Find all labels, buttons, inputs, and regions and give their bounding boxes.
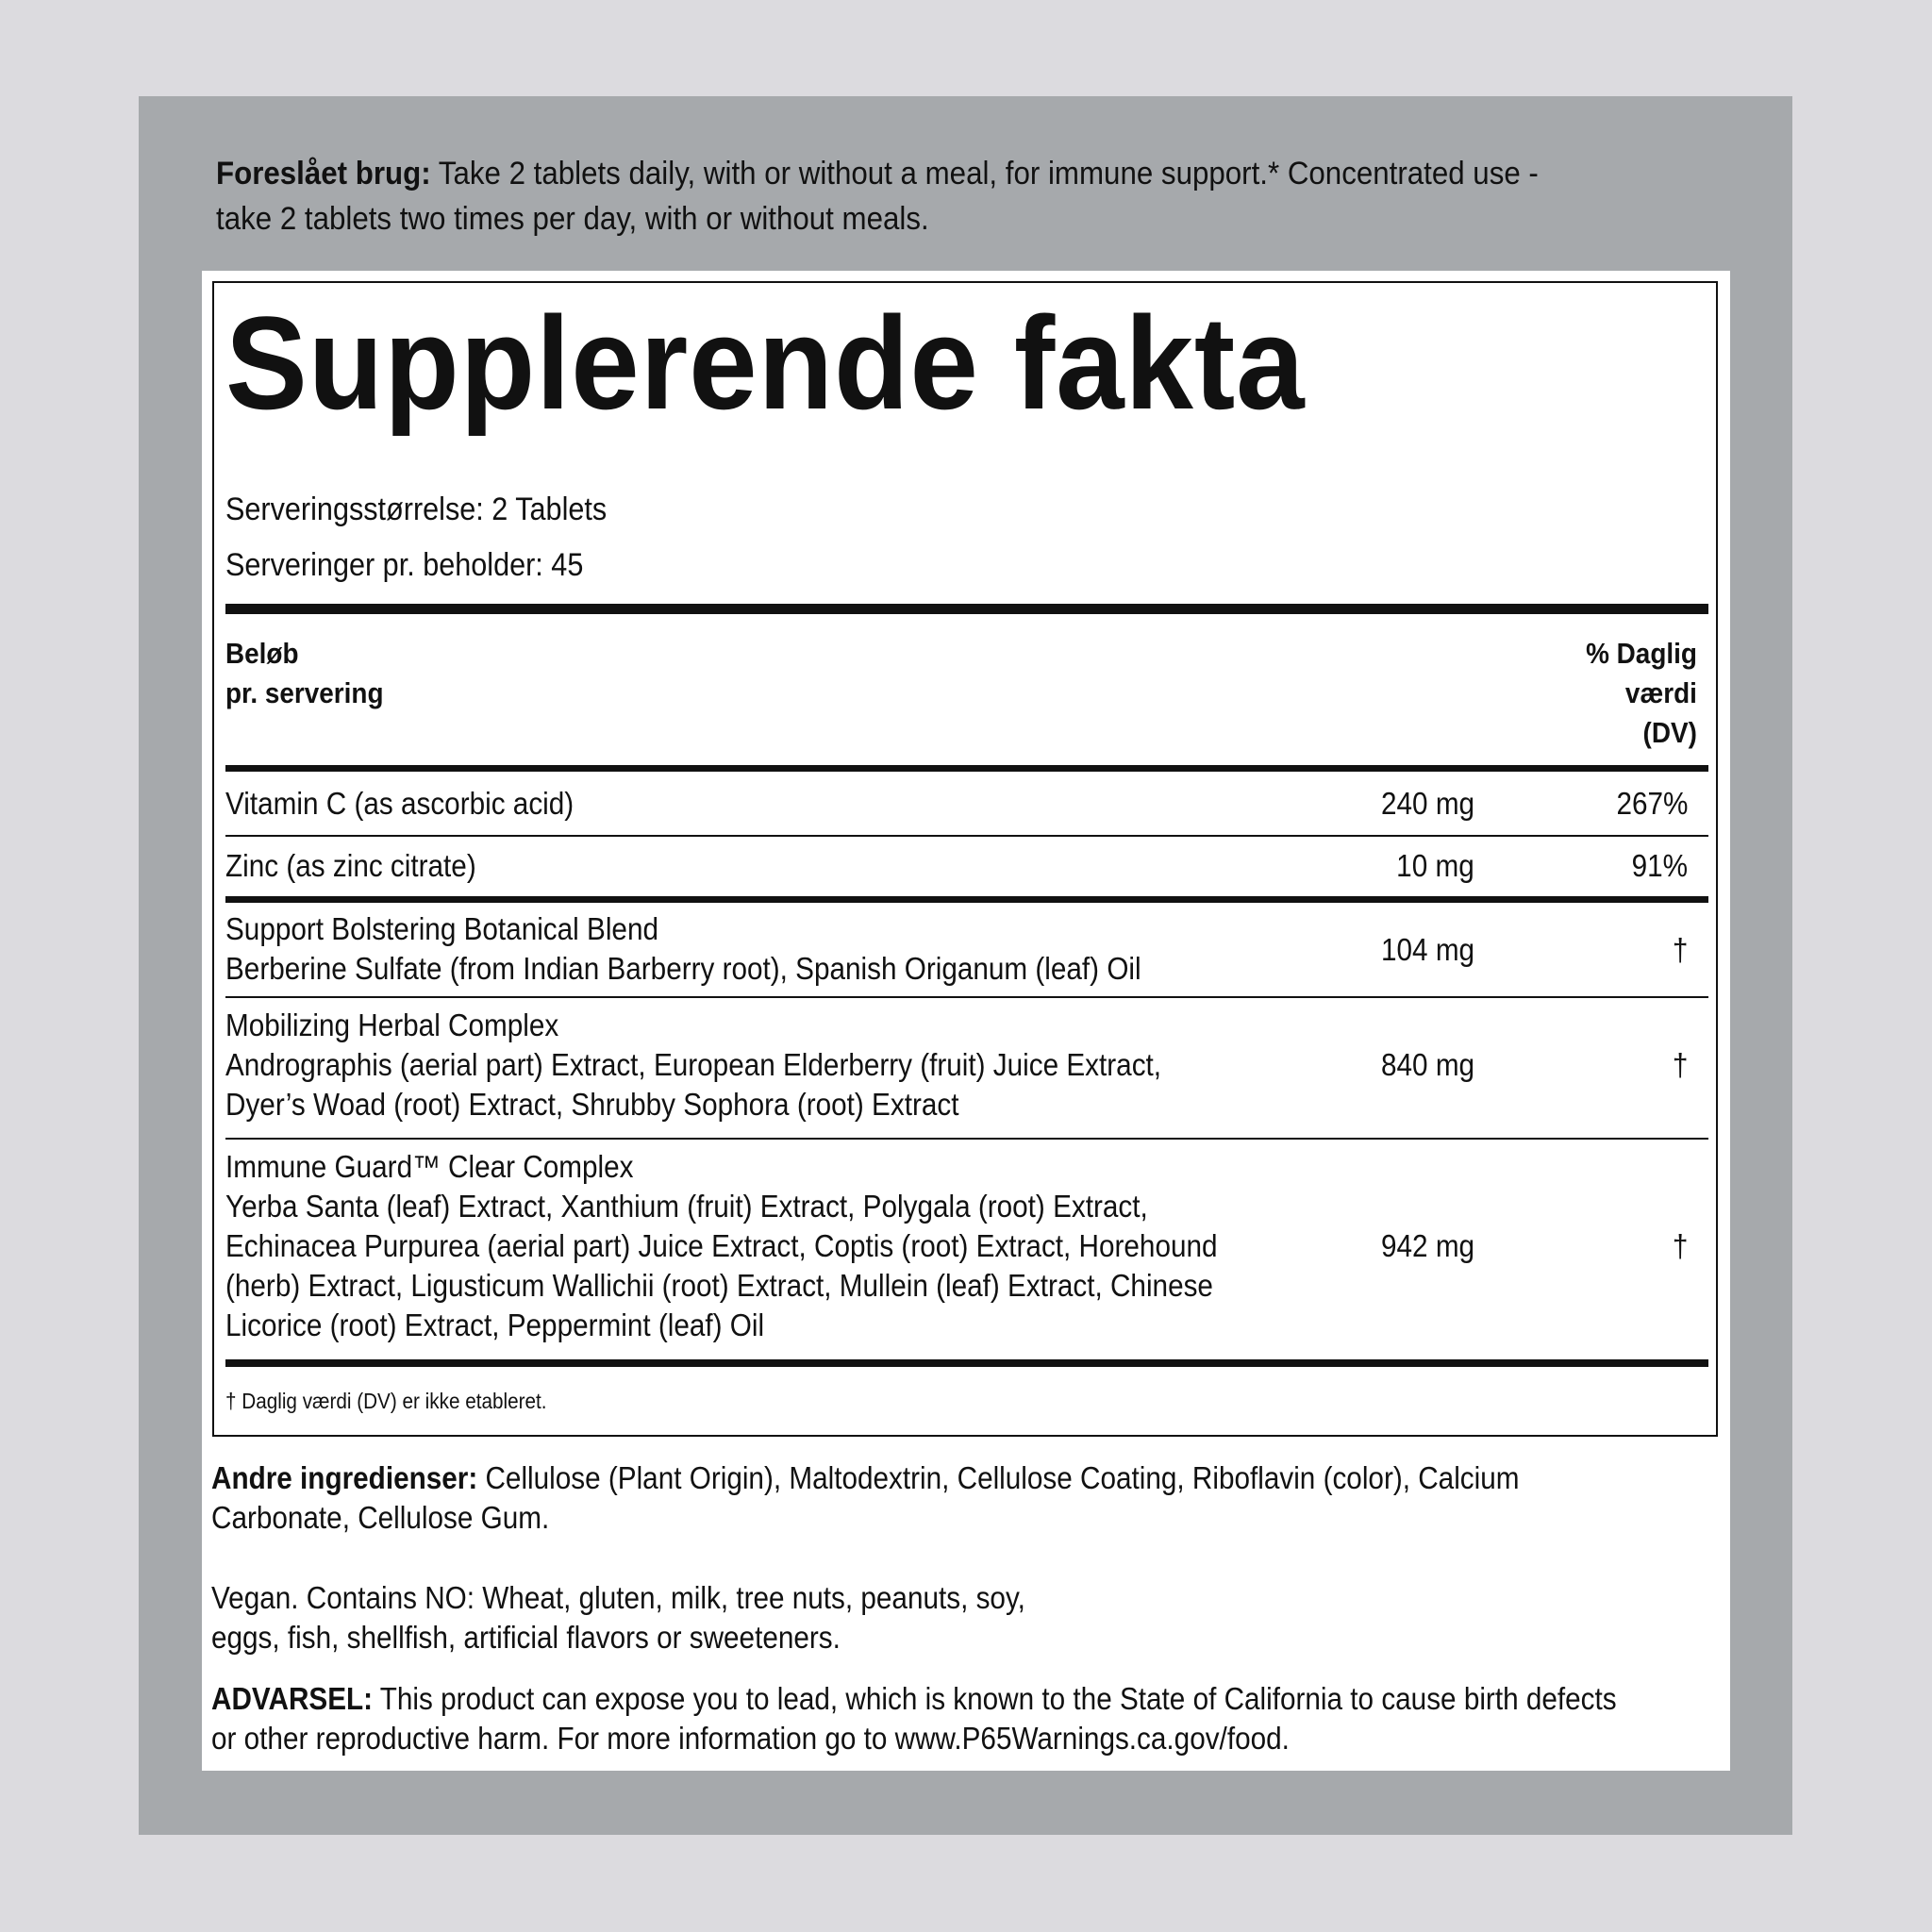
nutrient-name: Zinc (as zinc citrate) (225, 848, 476, 883)
allergen-statement: Vegan. Contains NO: Wheat, gluten, milk, tree nuts, peanuts, soy, eggs, fish, shellfish, artificial flavors or sweeteners. (211, 1580, 1025, 1655)
dv-footnote: † Daglig værdi (DV) er ikke etableret. (225, 1389, 547, 1413)
supplement-facts-box (212, 281, 1718, 1437)
row-divider (225, 1138, 1708, 1140)
table-row (225, 906, 1708, 991)
blend-text (225, 1147, 1227, 1345)
facts-title: Supplerende fakta (225, 289, 1306, 437)
label-sheet (202, 271, 1730, 1771)
daily-value-header (1586, 634, 1697, 753)
thick-divider (225, 604, 1708, 614)
other-ingredients (211, 1458, 1621, 1538)
blend-text (225, 909, 1227, 989)
dv-header-line2: værdi (1625, 676, 1697, 709)
blend-name: Support Bolstering Botanical Blend (225, 911, 658, 946)
suggested-use-label: Foreslået brug: (216, 156, 431, 192)
amount-per-serving-header (225, 634, 383, 713)
nutrient-amount: 104 mg (1380, 932, 1474, 967)
amount-header-line2: pr. servering (225, 676, 384, 709)
nutrient-amount: 10 mg (1396, 848, 1474, 883)
blend-name: Immune Guard™ Clear Complex (225, 1149, 634, 1184)
table-row (225, 1143, 1708, 1351)
servings-per-container: Serveringer pr. beholder: 45 (225, 547, 584, 583)
nutrient-amount: 942 mg (1380, 1228, 1474, 1263)
warning-label: ADVARSEL: (211, 1681, 374, 1716)
medium-divider (225, 896, 1708, 903)
table-row (225, 1002, 1708, 1134)
nutrient-dv: 267% (1616, 786, 1688, 821)
table-row (225, 778, 1708, 825)
amount-header-line1: Beløb (225, 637, 299, 670)
nutrient-amount: 240 mg (1380, 786, 1474, 821)
row-divider (225, 835, 1708, 837)
suggested-use-text: Take 2 tablets daily, with or without a meal, for immune support.* Concentrated use - take 2 tablets two times per day, with or without meals. (216, 156, 1539, 237)
suggested-use (216, 151, 1553, 242)
dv-header-line1: % Daglig (1586, 637, 1697, 670)
table-row (225, 840, 1708, 887)
dv-header-line3: (DV) (1642, 716, 1697, 749)
other-ingredients-label: Andre ingredienser: (211, 1460, 478, 1495)
other-ingredients-text: Cellulose (Plant Origin), Maltodextrin, Cellulose Coating, Riboflavin (color), Calcium Carbonate, Cellulose Gum. (211, 1460, 1520, 1535)
blend-detail: Yerba Santa (leaf) Extract, Xanthium (fruit) Extract, Polygala (root) Extract, Echinacea Purpurea (aerial part) Juice Extract, Coptis (root) Extract, Horehound (herb) Extract, Ligusticum Wallichii (root) Extract, Mullein (leaf) Extract, Chinese Licorice (root) Extract, Peppermint (leaf) Oil (225, 1189, 1218, 1342)
blend-detail: Berberine Sulfate (from Indian Barberry root), Spanish Origanum (leaf) Oil (225, 951, 1141, 986)
blend-detail: Andrographis (aerial part) Extract, European Elderberry (fruit) Juice Extract, Dyer’s Woad (root) Extract, Shrubby Sophora (root) Extract (225, 1047, 1162, 1122)
nutrient-name: Vitamin C (as ascorbic acid) (225, 786, 575, 821)
nutrient-dv: † (1672, 1047, 1688, 1082)
serving-size: Serveringsstørrelse: 2 Tablets (225, 491, 608, 527)
row-divider (225, 996, 1708, 998)
blend-text (225, 1006, 1227, 1124)
thick-divider (225, 1359, 1708, 1367)
prop65-warning (211, 1679, 1621, 1758)
blend-name: Mobilizing Herbal Complex (225, 1008, 559, 1042)
nutrient-dv: † (1672, 932, 1688, 967)
nutrient-amount: 840 mg (1380, 1047, 1474, 1082)
medium-divider (225, 765, 1708, 772)
nutrient-dv: 91% (1631, 848, 1688, 883)
warning-text: This product can expose you to lead, which is known to the State of California to cause birth defects or other reproductive harm. For more information go to www.P65Warnings.ca.gov/food. (211, 1681, 1617, 1756)
nutrient-dv: † (1672, 1228, 1688, 1263)
